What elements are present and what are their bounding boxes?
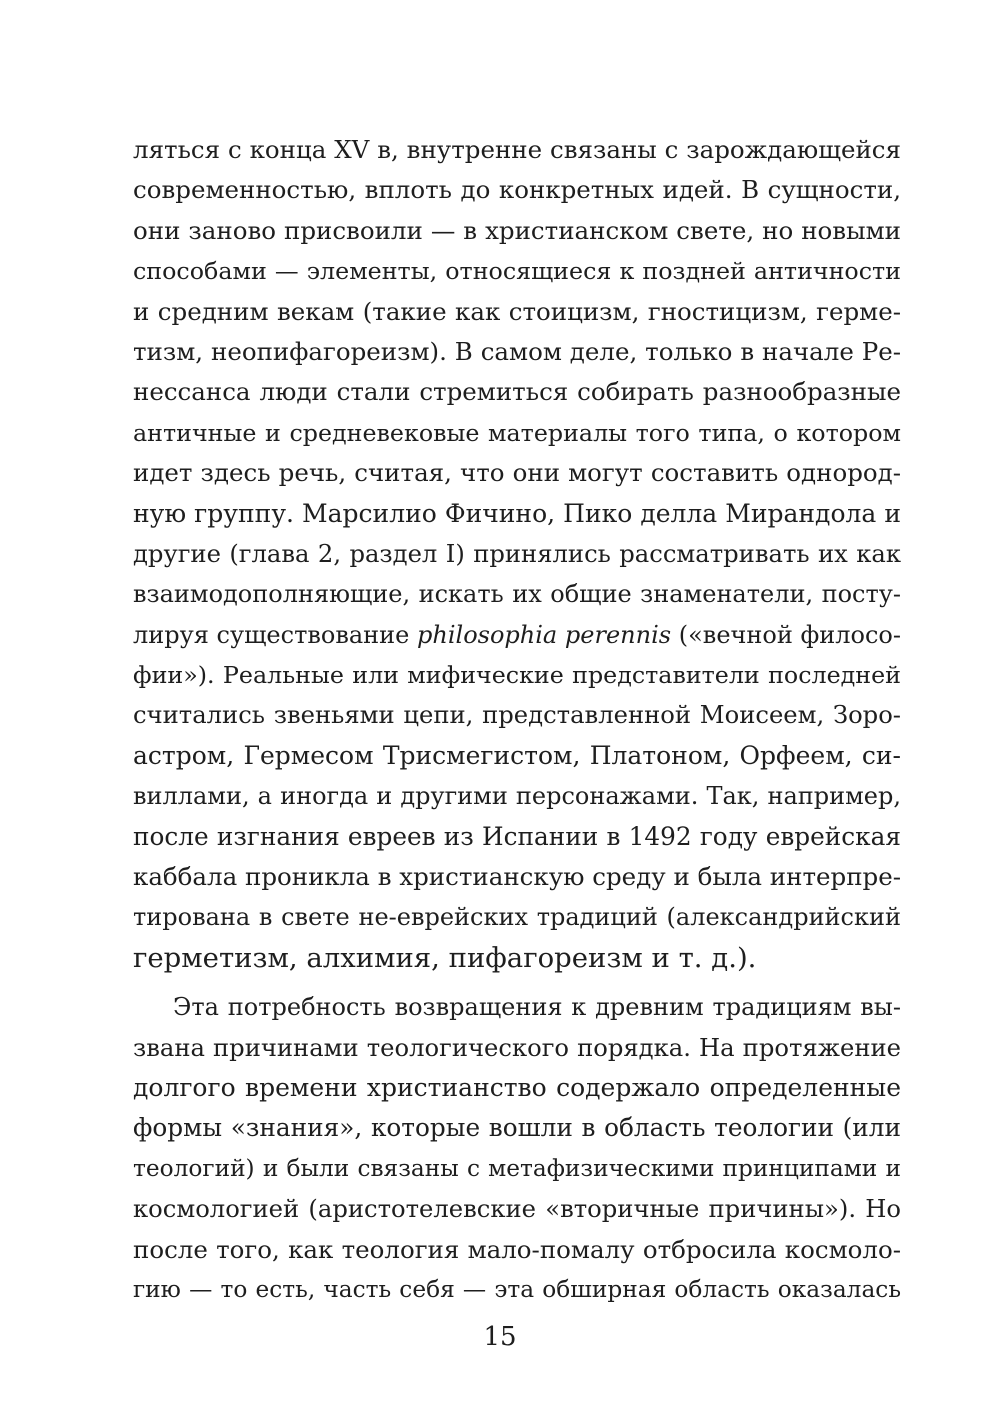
- text-line: теологий) и были связаны с метафизическими принципами и: [133, 1154, 901, 1182]
- text-line: после изгнания евреев из Испании в 1492 году еврейская: [133, 821, 901, 851]
- text-line: способами — элементы, относящиеся к поздней античности: [133, 257, 901, 286]
- text-line: виллами, а иногда и другими персонажами. Так, например,: [133, 782, 901, 811]
- text-line: долгого времени христианство содержало определенные: [133, 1072, 901, 1102]
- body-text: [133, 130, 901, 1310]
- text-line: формы «знания», которые вошли в область теологии (или: [133, 1113, 901, 1143]
- text-line: каббала проникла в христианскую среду и была интерпре-: [133, 862, 901, 892]
- text-line: после того, как теология мало-помалу отбросила космоло-: [133, 1234, 901, 1264]
- text-line: они заново присвоили — в христианском свете, но новыми: [133, 215, 901, 245]
- page-number: 15: [483, 1322, 517, 1352]
- paragraph-2: [133, 987, 901, 1310]
- text-line: и средним векам (такие как стоицизм, гностицизм, герме-: [133, 296, 901, 326]
- text-line: считались звеньями цепи, представленной Моисеем, Зоро-: [133, 700, 901, 730]
- text-line: античные и средневековые материалы того типа, о котором: [133, 418, 901, 447]
- text-line: фии»). Реальные или мифические представители последней: [133, 661, 901, 690]
- text-line: взаимодополняющие, искать их общие знаменатели, посту-: [133, 580, 901, 609]
- text-line: лируя существование philosophia perennis («вечной филосо-: [133, 620, 901, 649]
- text-line: астром, Гермесом Трисмегистом, Платоном, Орфеем, си-: [133, 740, 901, 770]
- text-line: космологией (аристотелевские «вторичные причины»). Но: [133, 1194, 901, 1224]
- text-line: Эта потребность возвращения к древним традициям вы-: [173, 993, 901, 1022]
- text-line: тирована в свете не-еврейских традиций (александрийский: [133, 903, 901, 932]
- text-line: герметизм, алхимия, пифагореизм и т. д.).: [133, 941, 757, 974]
- text-line: нессанса люди стали стремиться собирать разнообразные: [133, 377, 901, 407]
- text-line: тизм, неопифагореизм). В самом деле, только в начале Ре-: [133, 336, 901, 366]
- paragraph-1: [133, 130, 901, 978]
- latin-term: philosophia perennis: [417, 620, 672, 649]
- text-line: идет здесь речь, считая, что они могут составить однород-: [133, 458, 901, 488]
- text-line: ляться с конца XV в, внутренне связаны с зарождающейся: [133, 135, 901, 164]
- paragraph-gap: [133, 978, 901, 987]
- text-line: гию — то есть, часть себя — эта обширная область оказалась: [133, 1275, 901, 1303]
- text-line: другие (глава 2, раздел I) принялись рассматривать их как: [133, 538, 901, 568]
- text-line: ную группу. Марсилио Фичино, Пико делла Мирандола и: [133, 498, 901, 528]
- text-line: звана причинами теологического порядка. На протяжение: [133, 1032, 901, 1062]
- text-line: современностью, вплоть до конкретных идей. В сущности,: [133, 175, 901, 205]
